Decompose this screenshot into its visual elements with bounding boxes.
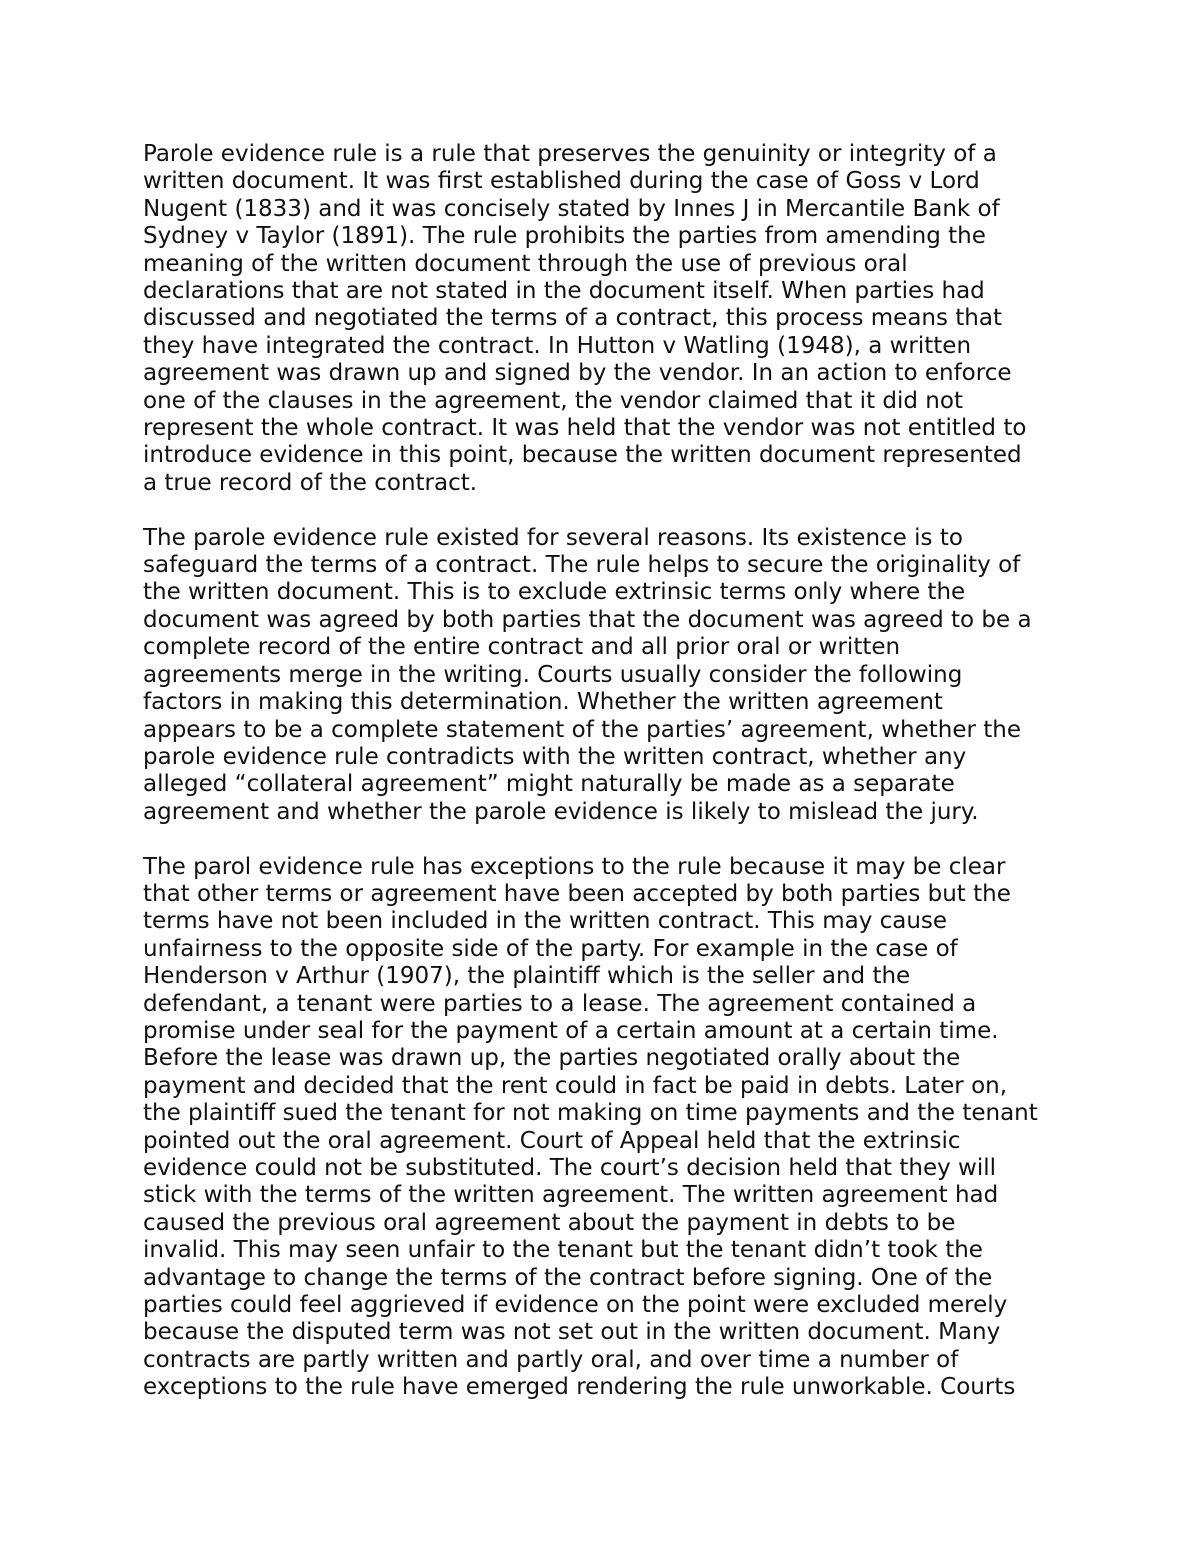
- text-line: invalid. This may seen unfair to the tenant but the tenant didn’t took the: [143, 1237, 983, 1264]
- text-line: written document. It was first established during the case of Goss v Lord: [143, 168, 980, 195]
- text-line: agreements merge in the writing. Courts usually consider the following: [143, 661, 963, 688]
- text-line: Henderson v Arthur (1907), the plaintiff which is the seller and the: [143, 963, 911, 990]
- text-line: that other terms or agreement have been accepted by both parties but the: [143, 880, 1011, 907]
- text-line: payment and decided that the rent could in fact be paid in debts. Later on,: [143, 1072, 1008, 1099]
- text-line: one of the clauses in the agreement, the vendor claimed that it did not: [143, 387, 963, 414]
- text-line: discussed and negotiated the terms of a contract, this process means that: [143, 305, 1002, 332]
- text-line: declarations that are not stated in the document itself. When parties had: [143, 278, 985, 305]
- text-line: evidence could not be substituted. The court’s decision held that they will: [143, 1155, 997, 1181]
- text-line: The parol evidence rule has exceptions to the rule because it may be clear: [143, 853, 1006, 880]
- document-body: [143, 141, 1073, 1429]
- text-line: complete record of the entire contract and all prior oral or written: [143, 634, 901, 661]
- text-line: terms have not been included in the written contract. This may cause: [143, 908, 948, 935]
- text-line: Sydney v Taylor (1891). The rule prohibits the parties from amending the: [143, 223, 986, 250]
- text-line: the plaintiff sued the tenant for not making on time payments and the tenant: [143, 1100, 1038, 1127]
- paragraph-1: [143, 141, 1073, 497]
- text-line: represent the whole contract. It was held that the vendor was not entitled to: [143, 415, 1027, 442]
- text-line: they have integrated the contract. In Hutton v Watling (1948), a written: [143, 332, 972, 359]
- text-line: factors in making this determination. Whether the written agreement: [143, 689, 943, 716]
- text-line: because the disputed term was not set out in the written document. Many: [143, 1319, 1001, 1346]
- text-line: parties could feel aggrieved if evidence on the point were excluded merely: [143, 1292, 1008, 1319]
- text-line: agreement was drawn up and signed by the vendor. In an action to enforce: [143, 360, 1012, 387]
- text-line: advantage to change the terms of the contract before signing. One of the: [143, 1264, 993, 1291]
- text-line: promise under seal for the payment of a certain amount at a certain time.: [143, 1017, 999, 1044]
- text-line: safeguard the terms of a contract. The rule helps to secure the originality of: [143, 552, 1021, 579]
- text-line: appears to be a complete statement of the parties’ agreement, whether the: [143, 716, 1021, 743]
- text-line: the written document. This is to exclude extrinsic terms only where the: [143, 579, 966, 606]
- text-line: parole evidence rule contradicts with the written contract, whether any: [143, 743, 967, 770]
- text-line: unfairness to the opposite side of the party. For example in the case of: [143, 935, 958, 962]
- text-line: Parole evidence rule is a rule that preserves the genuinity or integrity of a: [143, 141, 997, 167]
- text-line: meaning of the written document through the use of previous oral: [143, 250, 908, 277]
- text-line: Before the lease was drawn up, the parties negotiated orally about the: [143, 1045, 961, 1072]
- paragraph-3: [143, 854, 1073, 1402]
- text-line: exceptions to the rule have emerged rendering the rule unworkable. Courts: [143, 1374, 1016, 1401]
- text-line: The parole evidence rule existed for several reasons. Its existence is to: [143, 524, 963, 551]
- text-line: pointed out the oral agreement. Court of Appeal held that the extrinsic: [143, 1127, 961, 1154]
- text-line: defendant, a tenant were parties to a lease. The agreement contained a: [143, 990, 977, 1017]
- text-line: a true record of the contract.: [143, 469, 478, 496]
- text-line: alleged “collateral agreement” might naturally be made as a separate: [143, 771, 955, 798]
- text-line: introduce evidence in this point, because the written document represented: [143, 442, 1022, 469]
- paragraph-2: [143, 525, 1073, 826]
- text-line: caused the previous oral agreement about the payment in debts to be: [143, 1209, 956, 1236]
- text-line: agreement and whether the parole evidence is likely to mislead the jury.: [143, 798, 979, 825]
- text-line: stick with the terms of the written agreement. The written agreement had: [143, 1182, 999, 1209]
- text-line: contracts are partly written and partly oral, and over time a number of: [143, 1346, 959, 1373]
- text-line: document was agreed by both parties that the document was agreed to be a: [143, 606, 1032, 633]
- text-line: Nugent (1833) and it was concisely stated by Innes J in Mercantile Bank of: [143, 195, 1000, 222]
